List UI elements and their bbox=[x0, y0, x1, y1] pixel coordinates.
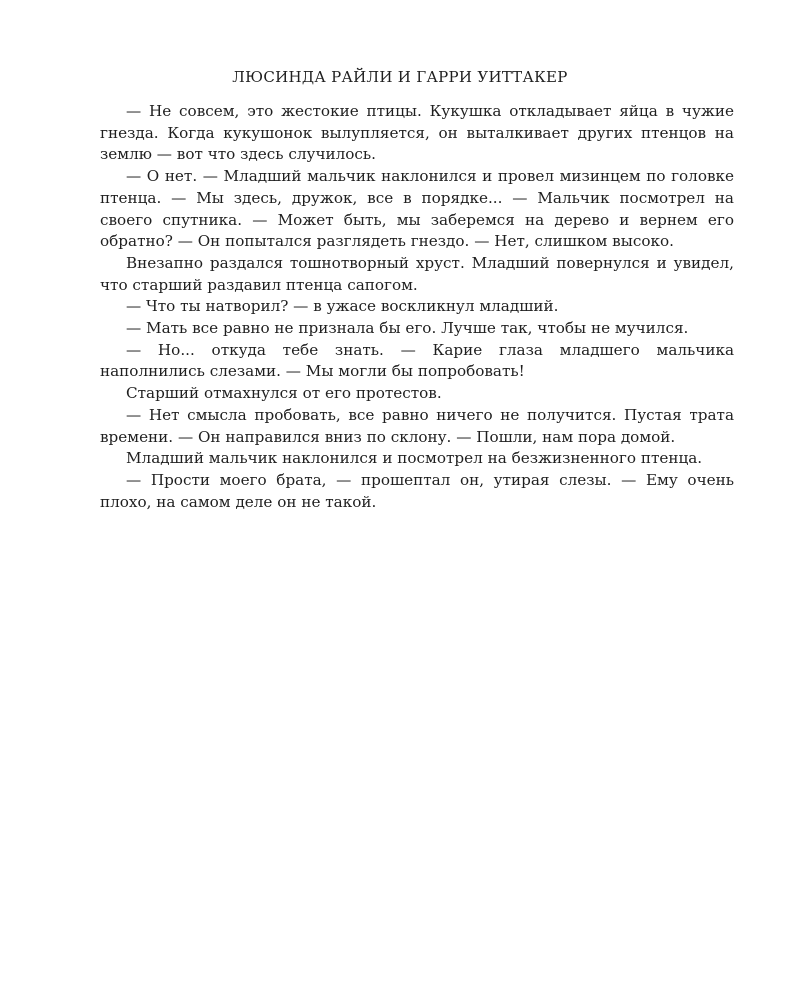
paragraph-10: — Прости моего брата, — прошептал он, утирая слезы. — Ему очень плохо, на самом деле он не такой. bbox=[100, 470, 734, 511]
body-text bbox=[100, 101, 734, 513]
paragraph-3: Внезапно раздался тошнотворный хруст. Младший повернулся и увидел, что старший раздавил птенца сапогом. bbox=[100, 253, 734, 294]
paragraph-6: — Но... откуда тебе знать. — Карие глаза младшего мальчика наполнились слезами. — Мы могли бы попробовать! bbox=[100, 340, 734, 381]
running-head-title: ЛЮСИНДА РАЙЛИ И ГАРРИ УИТТАКЕР bbox=[232, 68, 568, 86]
paragraph-1: — Не совсем, это жестокие птицы. Кукушка откладывает яйца в чужие гнезда. Когда кукушонок вылупляется, он выталкивает других птенцов на землю — вот что здесь случилось. bbox=[100, 102, 734, 164]
paragraph-2: — О нет. — Младший мальчик наклонился и провел мизинцем по головке птенца. — Мы здесь, дружок, все в порядке... — Мальчик посмотрел на своего спутника. — Может быть, мы заберемся на дерево и вернем его обратно? — Он попытался разглядеть гнездо. — Нет, слишком высоко. bbox=[100, 167, 734, 251]
paragraph-8: — Нет смысла пробовать, все равно ничего не получится. Пустая трата времени. — Он направился вниз по склону. — Пошли, нам пора домой. bbox=[100, 405, 734, 446]
paragraph-5: — Мать все равно не признала бы его. Лучше так, чтобы не мучился. bbox=[126, 319, 689, 338]
paragraph-4: — Что ты натворил? — в ужасе воскликнул младший. bbox=[126, 297, 559, 316]
paragraph-9: Младший мальчик наклонился и посмотрел на безжизненного птенца. bbox=[126, 449, 703, 468]
paragraph-7: Старший отмахнулся от его протестов. bbox=[126, 384, 442, 403]
